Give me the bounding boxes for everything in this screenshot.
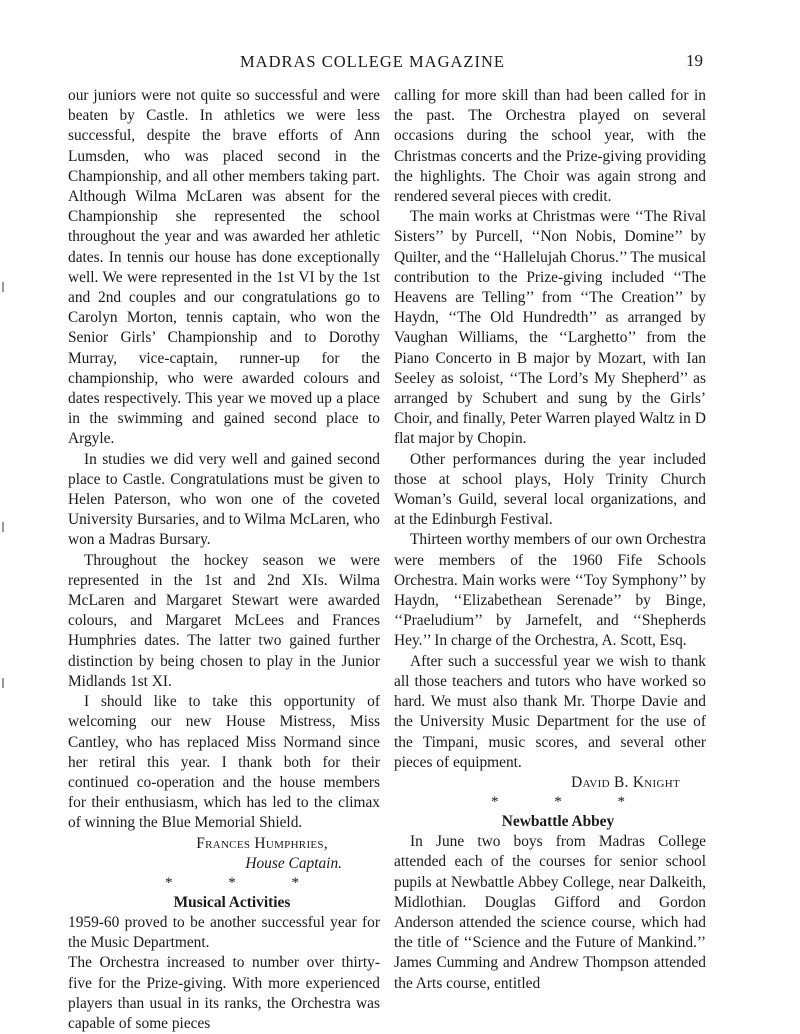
- house-report-signature: [68, 834, 380, 854]
- section-separator: * * *: [165, 874, 325, 891]
- section-separator: * * *: [491, 794, 651, 811]
- body-paragraph: 1959-60 proved to be another successful year for the Music Department.: [68, 913, 380, 952]
- body-paragraph: calling for more skill than had been called for in the past. The Orchestra played on several occasions during the school year, with the Christmas concerts and the Prize-giving providing the highlights. The Choir was again strong and rendered several pieces with credit.: [394, 87, 706, 206]
- body-paragraph: Thirteen worthy members of our own Orchestra were members of the 1960 Fife Schools Orchestra. Main works were ‘‘Toy Symphony’’ by Haydn, ‘‘Elizabethean Serenade’’ by Binge, ‘‘Praeludium’’ by Jarnefelt, and ‘‘Shepherds Hey.’’ In charge of the Orchestra, A. Scott, Esq.: [394, 531, 706, 650]
- section-heading-musical-activities: Musical Activities: [173, 893, 291, 911]
- right-column: [394, 86, 706, 994]
- scan-edge-mark: [2, 522, 4, 532]
- scan-edge-mark: [2, 282, 4, 292]
- left-column: [68, 86, 380, 1034]
- body-paragraph: In studies we did very well and gained second place to Castle. Congratulations must be given to Helen Paterson, who won one of the coveted University Bursaries, and to Wilma McLaren, who won a Madras Bursary.: [68, 450, 380, 549]
- body-paragraph: I should like to take this opportunity of welcoming our new House Mistress, Miss Cantley, who has replaced Miss Normand since her retiral this year. I thank both for their continued co-operation and the house members for their enthusiasm, which has led to the climax of winning the Blue Memorial Shield.: [68, 693, 380, 832]
- section-heading-newbattle-abbey: Newbattle Abbey: [501, 813, 615, 831]
- body-paragraph: Other performances during the year included those at school plays, Holy Trinity Church Woman’s Guild, several local organizations, and at the Edinburgh Festival.: [394, 450, 706, 529]
- body-paragraph: The Orchestra increased to number over thirty-five for the Prize-giving. With more experienced players than usual in its ranks, the Orchestra was capable of some pieces: [68, 954, 380, 1032]
- running-title: MADRAS COLLEGE MAGAZINE: [240, 52, 505, 71]
- body-paragraph: our juniors were not quite so successful and were beaten by Castle. In athletics we were less successful, despite the brave efforts of Ann Lumsden, who was placed second in the Championship, and all other members taking part. Although Wilma McLaren was absent for the Championship she represented the school throughout the year and was awarded her athletic dates. In tennis our house has done exceptionally well. We were represented in the 1st VI by the 1st and 2nd couples and our congratulations go to Carolyn Morton, tennis captain, who won the Senior Girls’ Championship and to Dorothy Murray, vice-captain, runner-up for the championship, who were awarded colours and dates respectively. This year we moved up a place in the swimming and gained second place to Argyle.: [68, 87, 380, 448]
- signature-role: House Captain.: [245, 854, 342, 872]
- scan-edge-mark: [2, 678, 4, 688]
- page-number: 19: [686, 51, 703, 70]
- body-paragraph: In June two boys from Madras College attended each of the courses for senior school pupils at Newbattle Abbey College, near Dalkeith, Midlothian. Douglas Gifford and Gordon Anderson attended the science course, which had the title of ‘‘Science and the Future of Mankind.’’ James Cumming and Andrew Thompson attended the Arts course, entitled: [394, 833, 706, 992]
- music-report-signature: [394, 773, 706, 793]
- signature-name: Frances Humphries,: [196, 834, 328, 852]
- body-paragraph: Throughout the hockey season we were represented in the 1st and 2nd XIs. Wilma McLaren and Margaret Stewart were awarded colours, and Margaret McLees and Frances Humphries dates. The latter two gained further distinction by being chosen to play in the Junior Midlands 1st XI.: [68, 551, 380, 690]
- body-paragraph: After such a successful year we wish to thank all those teachers and tutors who have worked so hard. We must also thank Mr. Thorpe Davie and the University Music Department for the use of the Timpani, music scores, and several other pieces of equipment.: [394, 652, 706, 771]
- signature-name: David B. Knight: [571, 773, 680, 791]
- body-paragraph: The main works at Christmas were ‘‘The Rival Sisters’’ by Purcell, ‘‘Non Nobis, Domine’’ by Quilter, and the ‘‘Hallelujah Chorus.’’ The musical contribution to the Prize-giving included ‘‘The Heavens are Telling’’ from ‘‘The Creation’’ by Haydn, ‘‘The Old Hundredth’’ as arranged by Vaughan Williams, the ‘‘Larghetto’’ from the Piano Concerto in B major by Mozart, with Ian Seeley as soloist, ‘‘The Lord’s My Shepherd’’ as arranged by Schubert and sung by the Girls’ Choir, and finally, Peter Warren played Waltz in D flat major by Chopin.: [394, 208, 706, 448]
